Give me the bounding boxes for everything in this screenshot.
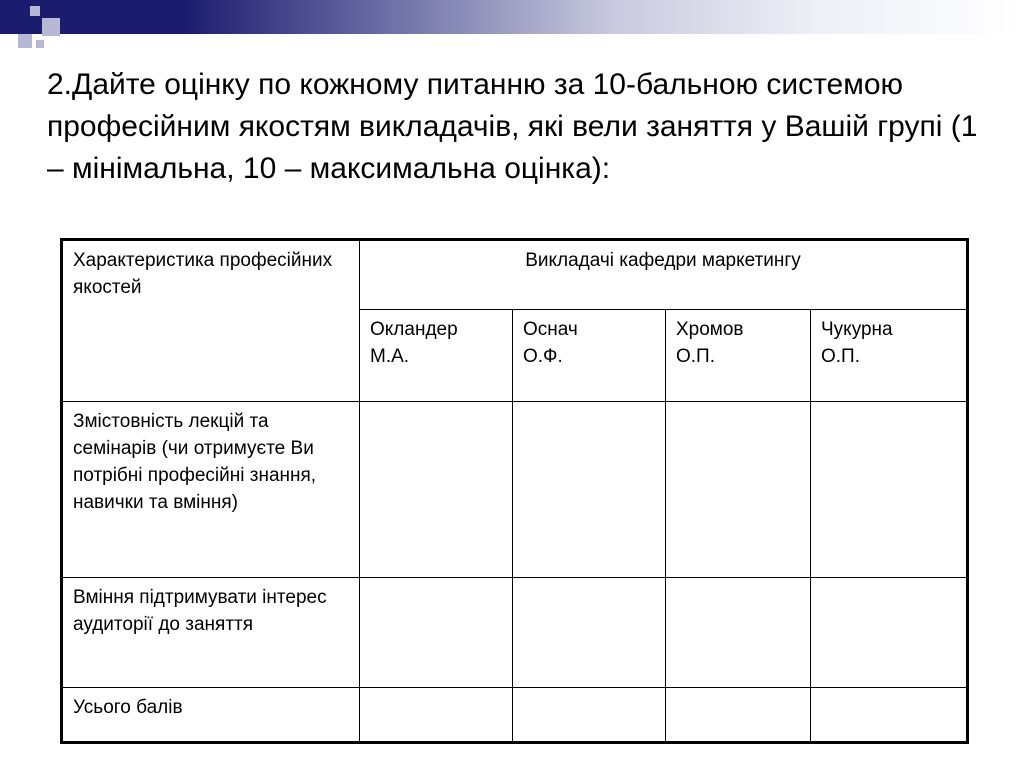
teacher-surname: Оснач bbox=[523, 319, 578, 340]
decorative-square-icon bbox=[6, 6, 28, 28]
teacher-name-cell bbox=[513, 310, 666, 402]
teacher-initials: О.П. bbox=[676, 346, 715, 367]
score-cell[interactable] bbox=[513, 578, 666, 688]
teacher-surname: Окландер bbox=[370, 319, 458, 340]
table-row bbox=[62, 688, 968, 743]
teacher-surname: Чукурна bbox=[821, 319, 893, 340]
teacher-initials: М.А. bbox=[370, 346, 410, 367]
score-cell[interactable] bbox=[666, 402, 811, 578]
evaluation-table bbox=[60, 238, 969, 744]
score-cell[interactable] bbox=[360, 578, 513, 688]
table-row bbox=[62, 402, 968, 578]
row-label-cell: Вміння підтримувати інтерес аудиторії до заняття bbox=[62, 578, 360, 688]
score-cell[interactable] bbox=[811, 402, 968, 578]
teacher-name-cell bbox=[360, 310, 513, 402]
score-cell[interactable] bbox=[513, 402, 666, 578]
teacher-name-cell bbox=[811, 310, 968, 402]
table-row bbox=[62, 578, 968, 688]
score-cell[interactable] bbox=[360, 402, 513, 578]
score-cell[interactable] bbox=[666, 688, 811, 743]
score-cell[interactable] bbox=[360, 688, 513, 743]
score-cell[interactable] bbox=[666, 578, 811, 688]
score-cell[interactable] bbox=[811, 688, 968, 743]
teacher-initials: О.Ф. bbox=[523, 346, 563, 367]
decorative-square-icon bbox=[42, 18, 60, 36]
slide-heading: 2.Дайте оцінку по кожному питанню за 10-бальною системою професійним якостям викладачів, які вели заняття у Вашій групі (1 – мінімальна, 10 – максимальна оцінка): bbox=[47, 68, 978, 185]
decorative-square-icon bbox=[36, 40, 44, 48]
teachers-header-cell: Викладачі кафедри маркетингу bbox=[360, 240, 968, 310]
row-label-cell: Усього балів bbox=[62, 688, 360, 743]
teacher-name-cell bbox=[666, 310, 811, 402]
decorative-header-band bbox=[0, 0, 1024, 34]
teacher-initials: О.П. bbox=[821, 346, 860, 367]
table-header-row bbox=[62, 240, 968, 310]
decorative-square-icon bbox=[30, 6, 40, 16]
score-cell[interactable] bbox=[513, 688, 666, 743]
characteristic-header-cell: Характеристика професійних якостей bbox=[62, 240, 360, 402]
teacher-surname: Хромов bbox=[676, 319, 744, 340]
row-label-cell: Змістовність лекцій та семінарів (чи отримуєте Ви потрібні професійні знання, навички та вміння) bbox=[62, 402, 360, 578]
decorative-square-icon bbox=[18, 34, 32, 48]
score-cell[interactable] bbox=[811, 578, 968, 688]
